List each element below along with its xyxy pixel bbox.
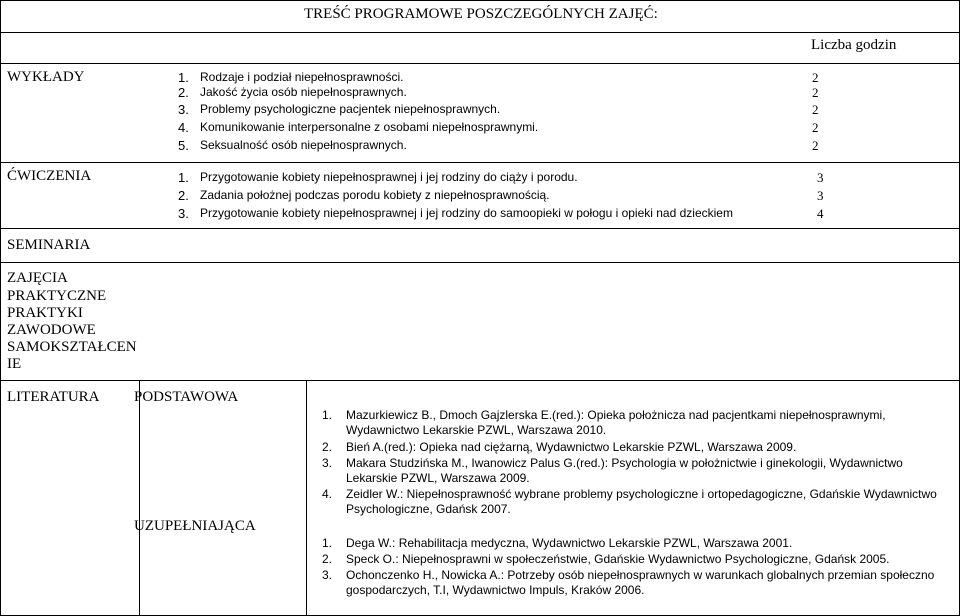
hours-value: 2 (812, 85, 819, 100)
hours-value: 3 (817, 188, 824, 203)
list-item: Przygotowanie kobiety niepełnosprawnej i jej rodziny do samoopieki w połogu i opieki nad dzieckiem (200, 206, 733, 220)
list-item: Zadania położnej podczas porodu kobiety z niepełnosprawnością. (200, 188, 550, 202)
reference-number: 3. (322, 456, 333, 470)
list-item-number: 5. (178, 138, 189, 153)
reference-number: 2. (322, 552, 333, 566)
section-label-literatura: LITERATURA (7, 389, 100, 405)
list-item-number: 1. (178, 70, 189, 85)
divider-seminaria (0, 262, 960, 263)
hours-value: 2 (812, 120, 819, 135)
reference-text: Bień A.(red.): Opieka nad ciężarną, Wydawnictwo Lekarskie PZWL, Warszawa 2009. (346, 440, 797, 454)
hours-header: Liczba godzin (811, 37, 897, 53)
divider-title (0, 32, 960, 33)
list-item-number: 3. (178, 102, 189, 117)
hours-value: 4 (817, 206, 824, 221)
list-item: Rodzaje i podział niepełnosprawności. (200, 70, 404, 84)
reference-number: 3. (322, 568, 333, 582)
reference-text: gospodarczych, T.I, Wydawnictwo Impuls, Kraków 2006. (346, 583, 645, 597)
list-item-number: 2. (178, 85, 189, 100)
section-label-wyklady: WYKŁADY (7, 69, 85, 85)
reference-number: 1. (322, 408, 333, 422)
reference-text: Ochonczenko H., Nowicka A.: Potrzeby osób niepełnosprawnych w warunkach globalnych przemian społeczno (346, 568, 935, 582)
section-label-seminaria: SEMINARIA (7, 237, 91, 253)
reference-text: Makara Studzińska M., Iwanowicz Palus G.(red.): Psychologia w położnictwie i ginekologii, Wydawnictwo (346, 456, 903, 470)
label-line: PRAKTYCZNE (7, 288, 107, 304)
label-line: IE (7, 356, 22, 372)
list-item-number: 3. (178, 206, 189, 221)
reference-text: Wydawnictwo Lekarskie PZWL, Warszawa 2010. (346, 423, 607, 437)
section-label-cwiczenia: ĆWICZENIA (7, 168, 92, 184)
table-border-left (0, 0, 1, 616)
label-line: SAMOKSZTAŁCEN (7, 339, 137, 355)
list-item-number: 2. (178, 188, 189, 203)
page-title: TREŚĆ PROGRAMOWE POSZCZEGÓLNYCH ZAJĘĆ: (304, 6, 658, 22)
divider-literatura-col (139, 380, 140, 616)
reference-text: Zeidler W.: Niepełnosprawność wybrane problemy psychologiczne i ortopedagogiczne, Gdańskie Wydawnictwo (346, 487, 937, 501)
list-item-number: 1. (178, 170, 189, 185)
divider-zajecia (0, 380, 960, 381)
label-podstawowa: PODSTAWOWA (134, 389, 239, 405)
divider-wyklady (0, 162, 960, 163)
reference-text: Psychologiczne, Gdańsk 2007. (346, 502, 511, 516)
reference-number: 1. (322, 536, 333, 550)
divider-literatura-sub (306, 380, 307, 616)
label-uzupelniajaca: UZUPEŁNIAJĄCA (134, 518, 256, 534)
hours-value: 2 (812, 138, 819, 153)
table-border-top (0, 0, 960, 1)
label-line: ZAJĘCIA (7, 270, 68, 286)
reference-number: 2. (322, 440, 333, 454)
list-item: Jakość życia osób niepełnosprawnych. (200, 85, 407, 99)
list-item: Przygotowanie kobiety niepełnosprawnej i jej rodziny do ciąży i porodu. (200, 170, 578, 184)
hours-value: 3 (817, 170, 824, 185)
reference-text: Lekarskie PZWL, Warszawa 2009. (346, 471, 530, 485)
reference-text: Dega W.: Rehabilitacja medyczna, Wydawnictwo Lekarskie PZWL, Warszawa 2001. (346, 536, 793, 550)
hours-value: 2 (812, 70, 819, 85)
reference-number: 4. (322, 487, 333, 501)
list-item: Seksualność osób niepełnosprawnych. (200, 138, 407, 152)
label-line: ZAWODOWE (7, 322, 96, 338)
list-item: Komunikowanie interpersonalne z osobami niepełnosprawnymi. (200, 120, 539, 134)
reference-text: Mazurkiewicz B., Dmoch Gajzlerska E.(red.): Opieka położnicza nad pacjentkami niepełnosprawnymi, (346, 408, 886, 422)
divider-cwiczenia (0, 228, 960, 229)
list-item: Problemy psychologiczne pacjentek niepełnosprawnych. (200, 102, 501, 116)
hours-value: 2 (812, 102, 819, 117)
reference-text: Speck O.: Niepełnosprawni w społeczeństwie, Gdańskie Wydawnictwo Psychologiczne, Gdańsk 2005. (346, 552, 890, 566)
divider-header (0, 63, 960, 64)
list-item-number: 4. (178, 120, 189, 135)
label-line: PRAKTYKI (7, 305, 83, 321)
